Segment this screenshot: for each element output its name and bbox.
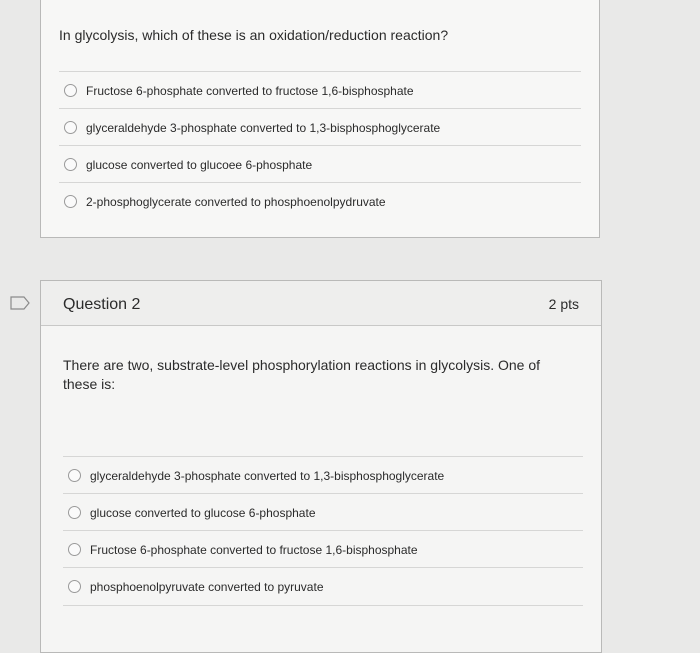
radio-button-icon[interactable] <box>64 195 77 208</box>
answer-option[interactable] <box>59 71 581 109</box>
question-1-prompt: In glycolysis, which of these is an oxidation/reduction reaction? <box>59 27 449 43</box>
question-2-prompt: There are two, substrate-level phosphorylation reactions in glycolysis. One of these is: <box>63 357 541 392</box>
answer-label: glucose converted to glucoee 6-phosphate <box>86 157 313 172</box>
answer-label: Fructose 6-phosphate converted to fructose 1,6-bisphosphate <box>90 542 418 557</box>
answer-label: Fructose 6-phosphate converted to fructose 1,6-bisphosphate <box>86 83 414 98</box>
question-2-card <box>40 280 602 653</box>
answer-option[interactable] <box>59 182 581 220</box>
radio-button-icon[interactable] <box>64 84 77 97</box>
question-points: 2 pts <box>548 296 579 312</box>
flag-outline-icon[interactable] <box>10 296 30 310</box>
question-header <box>41 281 601 326</box>
radio-button-icon[interactable] <box>64 121 77 134</box>
radio-button-icon[interactable] <box>68 469 81 482</box>
radio-button-icon[interactable] <box>68 543 81 556</box>
answer-label: 2-phosphoglycerate converted to phosphoenolpydruvate <box>86 194 386 209</box>
answer-option[interactable] <box>63 456 583 494</box>
answer-label: glucose converted to glucose 6-phosphate <box>90 505 316 520</box>
radio-button-icon[interactable] <box>68 506 81 519</box>
radio-button-icon[interactable] <box>68 580 81 593</box>
answer-option[interactable] <box>63 493 583 531</box>
answer-label: phosphoenolpyruvate converted to pyruvate <box>90 579 324 594</box>
answer-option[interactable] <box>63 567 583 606</box>
question-1-card <box>40 0 600 238</box>
question-title: Question 2 <box>63 296 141 313</box>
answer-label: glyceraldehyde 3-phosphate converted to 1,3-bisphosphoglycerate <box>86 120 441 135</box>
radio-button-icon[interactable] <box>64 158 77 171</box>
answer-option[interactable] <box>59 108 581 146</box>
answer-option[interactable] <box>63 530 583 568</box>
answer-label: glyceraldehyde 3-phosphate converted to 1,3-bisphosphoglycerate <box>90 468 445 483</box>
answer-option[interactable] <box>59 145 581 183</box>
